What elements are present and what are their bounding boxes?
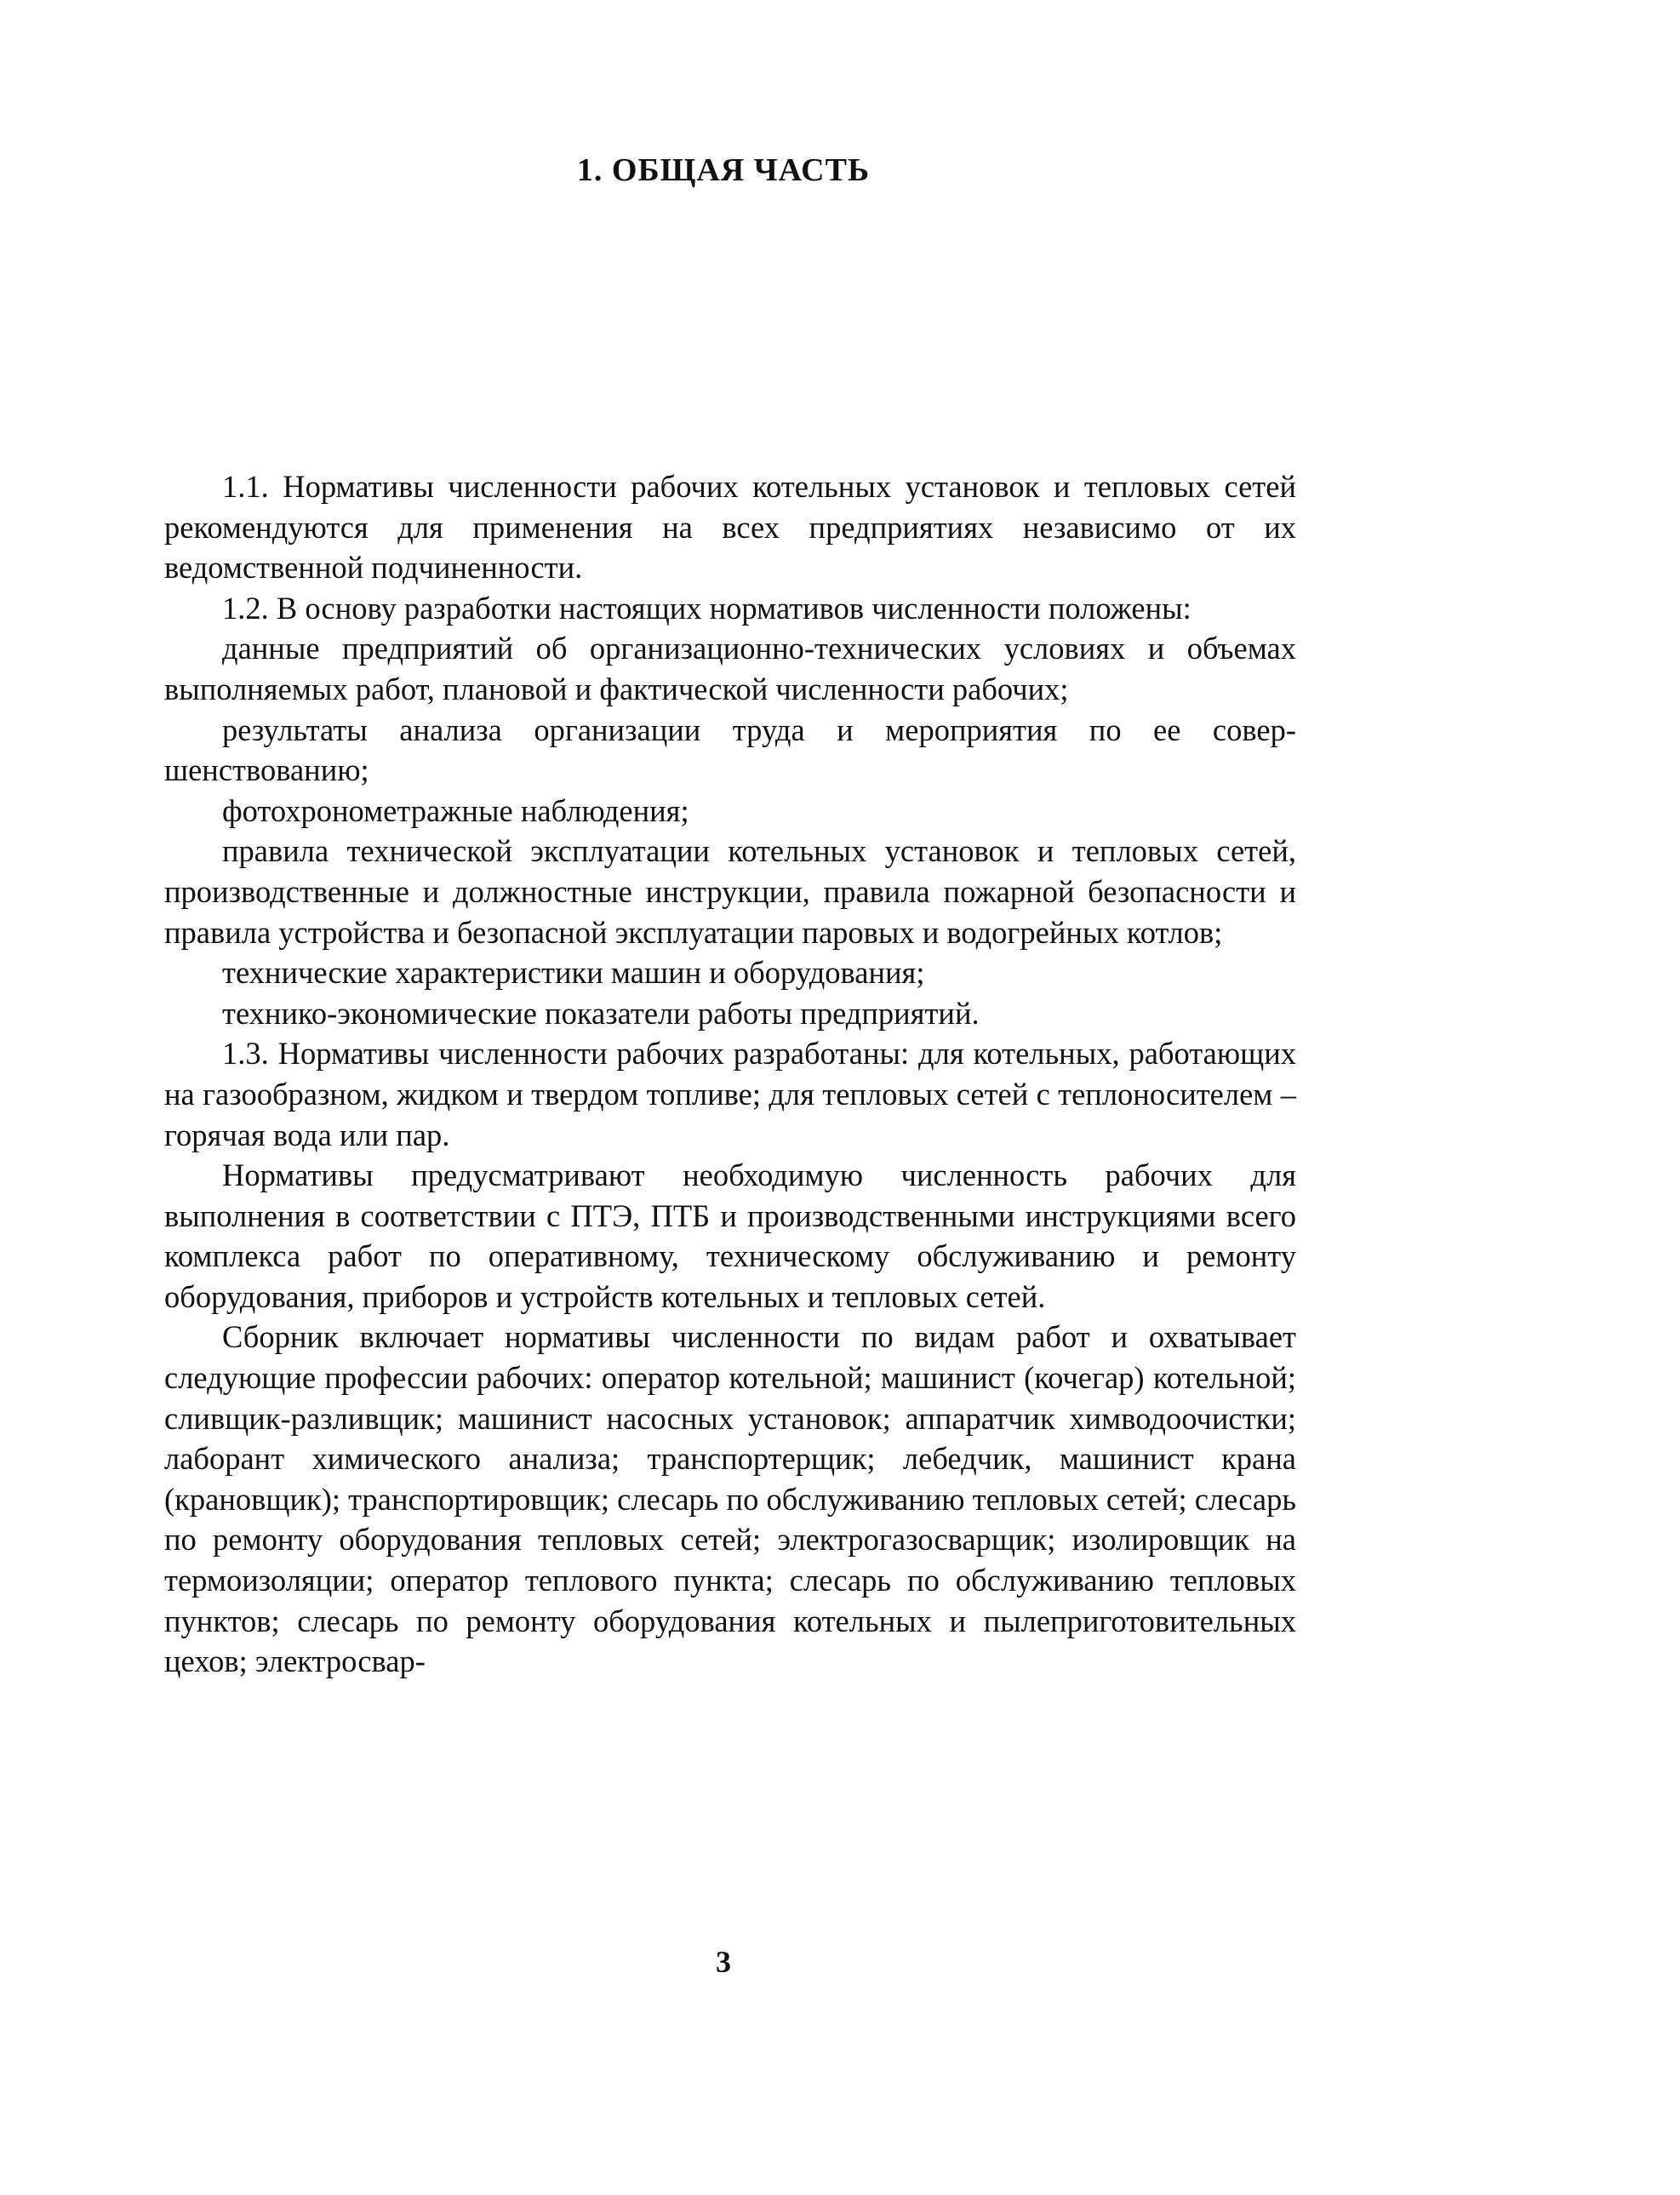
page-number: 3 bbox=[716, 1945, 731, 1979]
list-item-labor-analysis: результаты анализа организации труда и мероприятия по ее совершенствованию; bbox=[164, 712, 1296, 788]
list-item-technical-specs: технические характеристики машин и оборудования; bbox=[222, 955, 925, 991]
paragraph-norms-scope: Нормативы предусматривают необходимую численность рабочих для выполнения в соответствии с ПТЭ, ПТБ и производственными инструкциями всего комплекса работ по оперативному, техническому обслуживанию и ремонту оборудования, приборов и устройств котельных и тепловых сетей. bbox=[164, 1158, 1296, 1314]
paragraph-professions: Сборник включает нормативы численности по видам работ и охватывает следующие профессии рабочих: оператор котельной; машинист (кочегар) котельной; сливщик-разливщик; машинист насосных установок; аппаратчик химводоочистки; лаборант химического анализа; транспортерщик; лебедчик, машинист крана (крановщик); транспортировщик; слесарь по обслуживанию тепловых сетей; слесарь по ремонту оборудования тепловых сетей; электрогазосварщик; изолировщик на термоизоляции; оператор теплового пункта; слесарь по обслуживанию тепловых пунктов; слесарь по ремонту оборудования котельных и пылеприготовительных цехов; электросвар- bbox=[164, 1319, 1296, 1679]
body-text bbox=[164, 466, 1296, 1682]
section-title: 1. ОБЩАЯ ЧАСТЬ bbox=[576, 152, 871, 188]
list-item-operating-rules: правила технической эксплуатации котельных установок и тепловых сетей, производственные и должностные инструкции, правила пожарной безопасности и правила устройства и безопасной эксплуатации паровых и водогрейных котлов; bbox=[164, 833, 1296, 950]
paragraph-1-1: 1.1. Нормативы численности рабочих котельных установок и тепловых сетей рекомендуются для применения на всех предприятиях независимо от их ведомственной подчиненности. bbox=[164, 469, 1296, 586]
list-item-economic-indicators: технико-экономические показатели работы предприятий. bbox=[222, 995, 980, 1031]
paragraph-1-3: 1.3. Нормативы численности рабочих разработаны: для котельных, работающих на газообразном, жидком и твердом топливе; для тепловых сетей с теплоносителем – горячая вода или пар. bbox=[164, 1036, 1296, 1152]
paragraph-1-2: 1.2. В основу разработки настоящих нормативов численности положены: bbox=[222, 590, 1191, 626]
list-item-timing-observations: фотохронометражные наблюдения; bbox=[222, 792, 689, 828]
list-item-enterprise-data: данные предприятий об организационно-технических условиях и объемах выполняемых работ, плановой и фактической численности рабочих; bbox=[164, 631, 1296, 706]
